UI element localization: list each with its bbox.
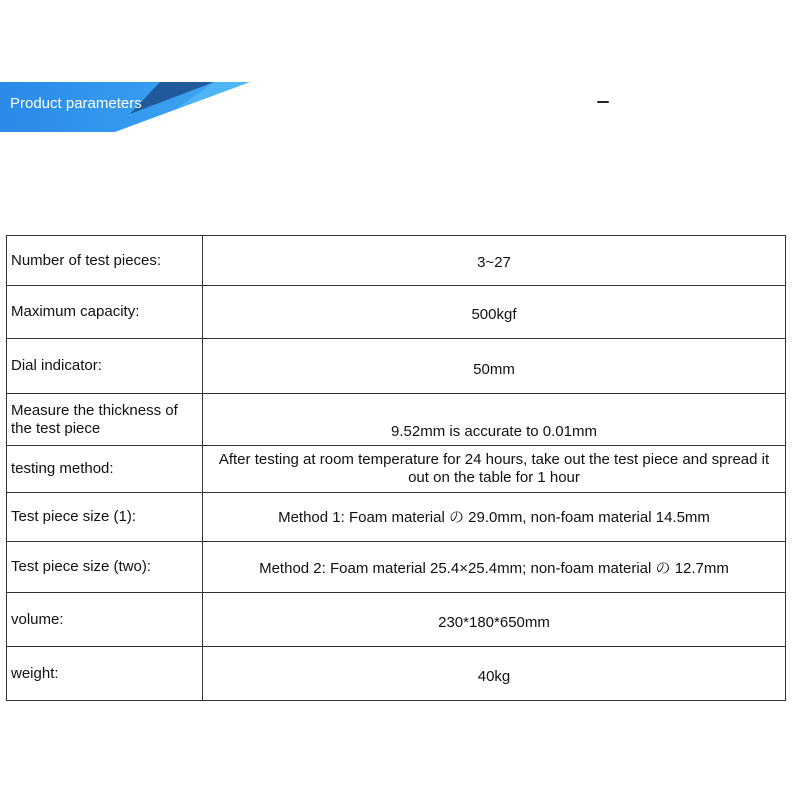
param-label: testing method: bbox=[7, 446, 203, 493]
table-row bbox=[7, 236, 786, 286]
param-label: Measure the thickness of the test piece bbox=[7, 394, 203, 446]
param-label: Dial indicator: bbox=[7, 339, 203, 394]
param-label: Number of test pieces: bbox=[7, 236, 203, 286]
param-value: 3~27 bbox=[203, 236, 786, 286]
param-value: 50mm bbox=[203, 339, 786, 394]
table-row bbox=[7, 394, 786, 446]
decorative-dash bbox=[597, 101, 609, 103]
param-label: Maximum capacity: bbox=[7, 286, 203, 339]
param-value: 40kg bbox=[203, 647, 786, 701]
table-row bbox=[7, 593, 786, 647]
param-label: volume: bbox=[7, 593, 203, 647]
section-banner bbox=[0, 82, 250, 132]
banner-title: Product parameters bbox=[10, 95, 142, 112]
table-row bbox=[7, 446, 786, 493]
table-row bbox=[7, 493, 786, 542]
param-value: After testing at room temperature for 24 hours, take out the test piece and spread it out on the table for 1 hour bbox=[203, 446, 786, 493]
param-label: Test piece size (two): bbox=[7, 542, 203, 593]
param-label: weight: bbox=[7, 647, 203, 701]
table-row bbox=[7, 286, 786, 339]
param-value: 230*180*650mm bbox=[203, 593, 786, 647]
table-row bbox=[7, 339, 786, 394]
parameters-table bbox=[6, 235, 786, 701]
param-value: 9.52mm is accurate to 0.01mm bbox=[203, 394, 786, 446]
param-value: Method 1: Foam material の 29.0mm, non-foam material 14.5mm bbox=[203, 493, 786, 542]
param-label: Test piece size (1): bbox=[7, 493, 203, 542]
param-value: Method 2: Foam material 25.4×25.4mm; non-foam material の 12.7mm bbox=[203, 542, 786, 593]
param-value: 500kgf bbox=[203, 286, 786, 339]
table-row bbox=[7, 542, 786, 593]
table-row bbox=[7, 647, 786, 701]
